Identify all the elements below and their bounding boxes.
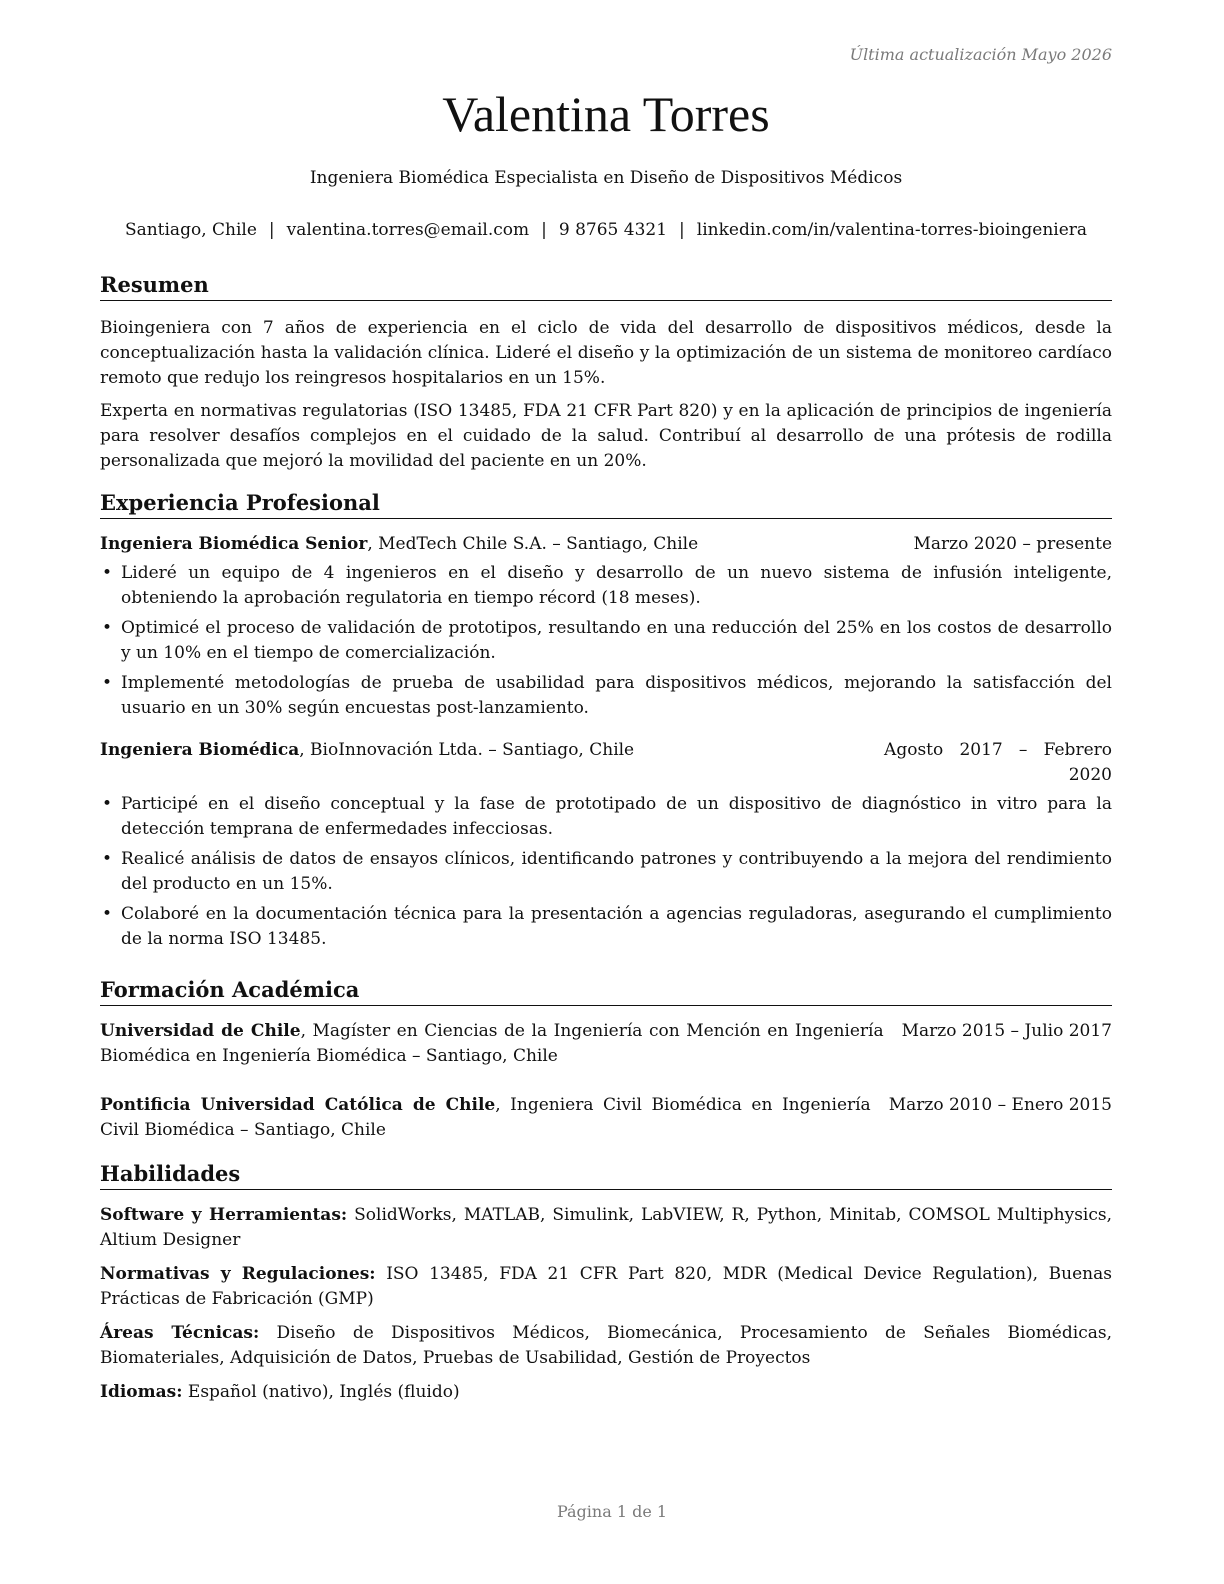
bullet-item: • Colaboré en la documentación técnica para la presentación a agencias reguladoras, asegurando el cumplimiento de la norma ISO 13485.: [100, 902, 1112, 952]
skill-line: [100, 1321, 1112, 1371]
contact-linkedin[interactable]: linkedin.com/in/valentina-torres-bioingeniera: [696, 220, 1088, 240]
contact-separator: |: [679, 220, 685, 240]
job-entry: [100, 738, 1112, 952]
summary-paragraph: Experta en normativas regulatorias (ISO 13485, FDA 21 CFR Part 820) y en la aplicación de principios de ingeniería para resolver desafíos complejos en el cuidado de la salud. Contribuí al desarrollo de una prótesis de rodilla personalizada que mejoró la movilidad del paciente en un 20%.: [100, 401, 1112, 471]
last-updated: Última actualización Mayo 2026: [849, 45, 1112, 64]
section-title-experience: Experiencia Profesional: [100, 489, 1112, 519]
contact-separator: |: [541, 220, 547, 240]
skill-value: Español (nativo), Inglés (fluido): [182, 1382, 460, 1402]
skill-label: Áreas Técnicas:: [100, 1323, 260, 1343]
contact-line: [100, 220, 1112, 240]
candidate-name: Valentina Torres: [442, 86, 770, 142]
bullet-item: • Implementé metodologías de prueba de usabilidad para dispositivos médicos, mejorando la satisfacción del usuario en un 30% según encuestas post-lanzamiento.: [100, 671, 1112, 721]
bullet-item: • Optimicé el proceso de validación de prototipos, resultando en una reducción del 25% en los costos de desarrollo y un 10% en el tiempo de comercialización.: [100, 616, 1112, 666]
skill-line: [100, 1262, 1112, 1312]
job-role: Ingeniera Biomédica Senior: [100, 534, 368, 554]
job-role: Ingeniera Biomédica: [100, 740, 300, 760]
education-entry: [100, 1093, 1112, 1143]
job-date: Marzo 2020 – presente: [913, 534, 1112, 554]
bullet-item: • Realicé análisis de datos de ensayos clínicos, identificando patrones y contribuyendo a la mejora del rendimiento del producto en un 15%.: [100, 847, 1112, 897]
bullet-item: • Lideré un equipo de 4 ingenieros en el diseño y desarrollo de un nuevo sistema de infusión inteligente, obteniendo la aprobación regulatoria en tiempo récord (18 meses).: [100, 561, 1112, 611]
job-date: [884, 738, 1112, 788]
education-detail: , Ingeniera Civil Biomédica en Ingeniería Civil Biomédica – Santiago, Chile: [100, 1095, 871, 1140]
page-number: Página 1 de 1: [556, 1502, 668, 1521]
skill-label: Idiomas:: [100, 1382, 183, 1402]
job-company: , BioInnovación Ltda. – Santiago, Chile: [299, 740, 635, 760]
contact-phone: 9 8765 4321: [558, 220, 668, 240]
job-date-line: 2020: [1068, 765, 1112, 785]
contact-email[interactable]: valentina.torres@email.com: [286, 220, 530, 240]
skill-value: SolidWorks, MATLAB, Simulink, LabVIEW, R, Python, Minitab, COMSOL Multiphysics, Altium Designer: [100, 1205, 1113, 1250]
education-date: Marzo 2015 – Julio 2017: [901, 1021, 1112, 1041]
section-title-education: Formación Académica: [100, 976, 1112, 1006]
section-title-skills: Habilidades: [100, 1160, 1112, 1190]
candidate-headline: Ingeniera Biomédica Especialista en Diseño de Dispositivos Médicos: [309, 168, 903, 188]
job-header: [100, 738, 1112, 788]
contact-location: Santiago, Chile: [124, 220, 257, 240]
skill-line: [100, 1203, 1112, 1253]
section-title-summary: Resumen: [100, 271, 1112, 301]
summary-paragraph: Bioingeniera con 7 años de experiencia en el ciclo de vida del desarrollo de dispositivos médicos, desde la conceptualización hasta la validación clínica. Lideré el diseño y la optimización de un sistema de monitoreo cardíaco remoto que redujo los reingresos hospitalarios en un 15%.: [100, 318, 1112, 388]
summary-section: [100, 271, 1112, 474]
education-school: Universidad de Chile: [100, 1021, 301, 1041]
education-date: Marzo 2010 – Enero 2015: [888, 1095, 1112, 1115]
skills-section: [100, 1160, 1112, 1405]
education-entry: [100, 1019, 1112, 1069]
skill-line: [100, 1380, 1112, 1405]
skill-label: Normativas y Regulaciones:: [100, 1264, 376, 1284]
education-detail: , Magíster en Ciencias de la Ingeniería con Mención en Ingeniería Biomédica en Ingeniería Biomédica – Santiago, Chile: [100, 1021, 884, 1066]
bullet-item: • Participé en el diseño conceptual y la fase de prototipado de un dispositivo de diagnóstico in vitro para la detección temprana de enfermedades infecciosas.: [100, 792, 1112, 842]
skill-label: Software y Herramientas:: [100, 1205, 348, 1225]
skill-value: ISO 13485, FDA 21 CFR Part 820, MDR (Medical Device Regulation), Buenas Prácticas de Fabricación (GMP): [100, 1264, 1112, 1309]
job-bullets: [100, 561, 1112, 721]
job-date-line: Agosto 2017 – Febrero: [884, 740, 1112, 760]
job-bullets: [100, 792, 1112, 952]
education-section: [100, 976, 1112, 1143]
job-header: [100, 532, 1112, 557]
experience-section: [100, 489, 1112, 957]
job-company: , MedTech Chile S.A. – Santiago, Chile: [367, 534, 699, 554]
education-school: Pontificia Universidad Católica de Chile: [100, 1095, 496, 1115]
contact-separator: |: [268, 220, 275, 240]
job-entry: [100, 532, 1112, 721]
skill-value: Diseño de Dispositivos Médicos, Biomecánica, Procesamiento de Señales Biomédicas, Biomateriales, Adquisición de Datos, Pruebas de Usabilidad, Gestión de Proyectos: [100, 1323, 1112, 1368]
